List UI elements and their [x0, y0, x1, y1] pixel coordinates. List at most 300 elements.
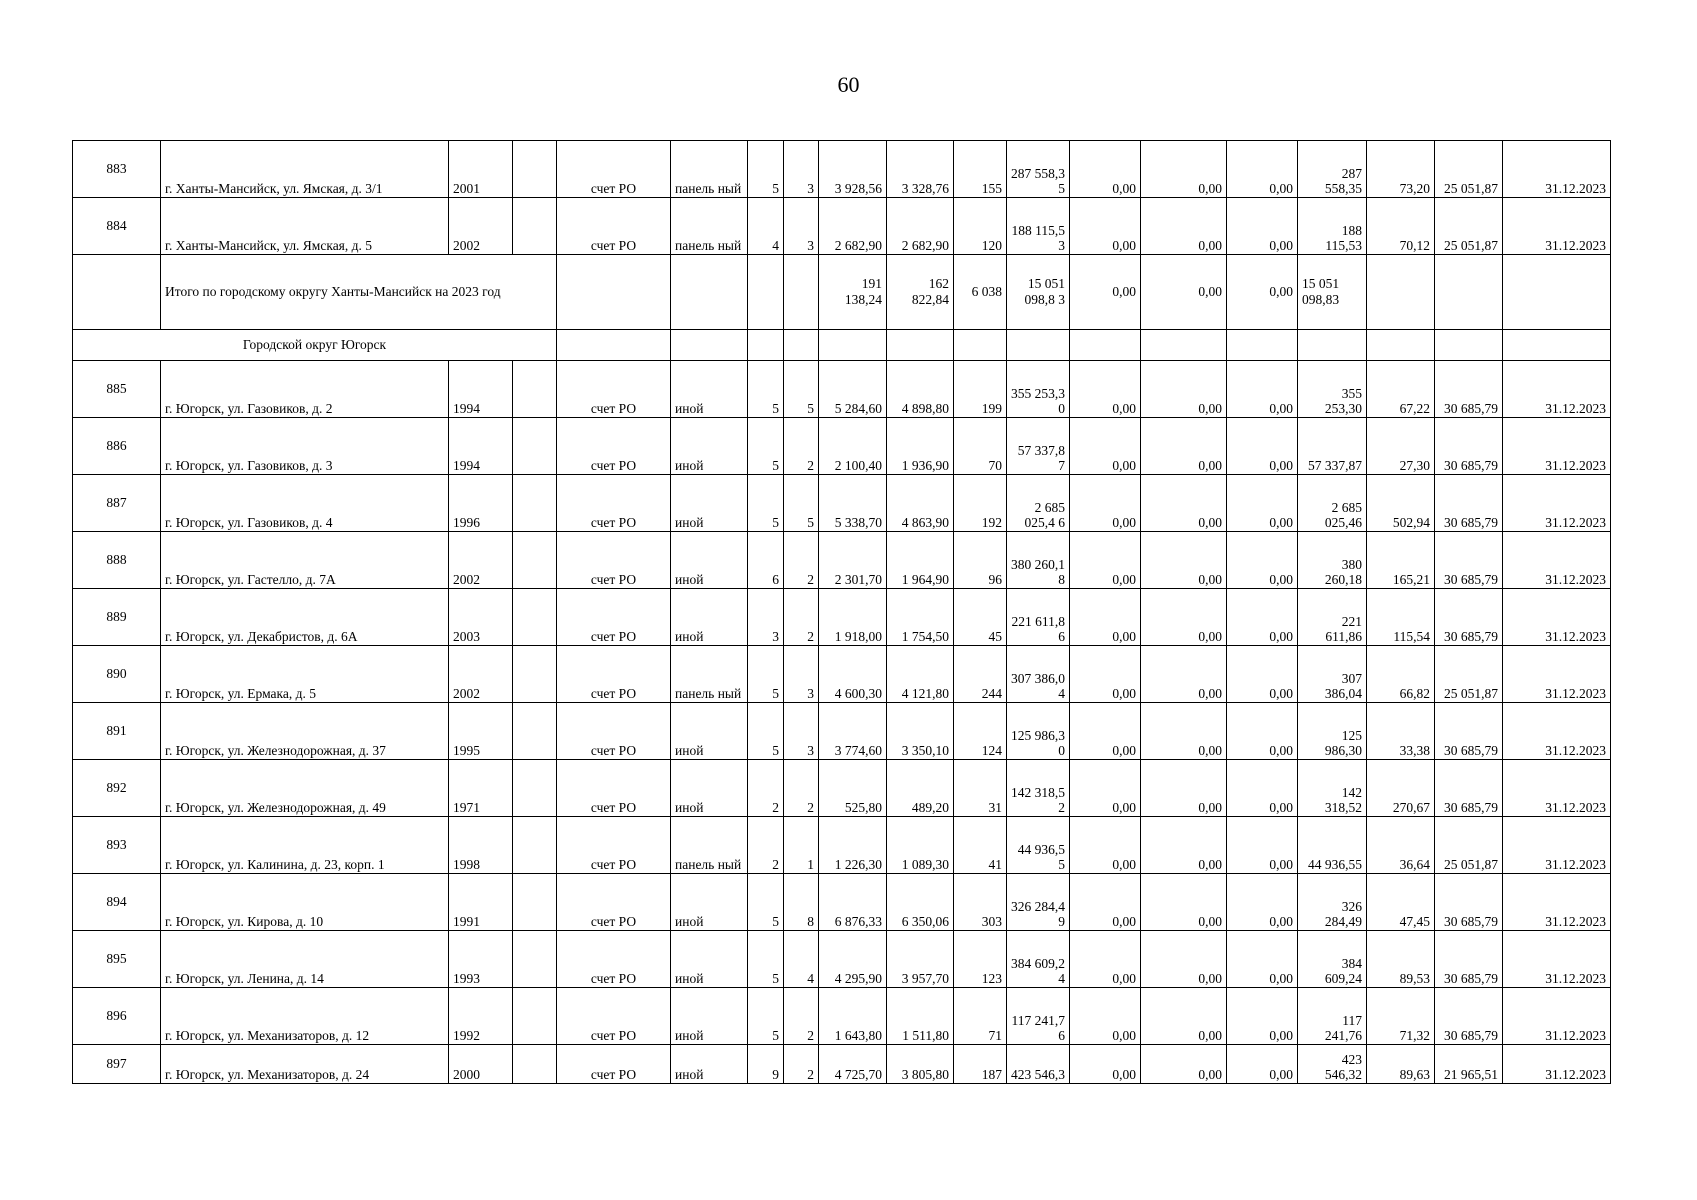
max-unit-cost: 25 051,87 [1435, 646, 1503, 703]
floors: 5 [748, 646, 784, 703]
cost-federal: 0,00 [1070, 141, 1141, 198]
empty-cell [671, 255, 748, 330]
build-year: 1991 [449, 874, 513, 931]
fund-method: счет РО [557, 141, 671, 198]
cost-federal: 0,00 [1070, 532, 1141, 589]
cost-local: 0,00 [1227, 817, 1298, 874]
page-number: 60 [837, 72, 860, 97]
entrances: 3 [784, 141, 819, 198]
build-year: 1993 [449, 931, 513, 988]
empty-cell [784, 255, 819, 330]
build-year: 2003 [449, 589, 513, 646]
wall-material: иной [671, 931, 748, 988]
cost-total: 384 609,2 4 [1007, 931, 1070, 988]
empty-cell [1227, 330, 1298, 361]
max-unit-cost: 30 685,79 [1435, 874, 1503, 931]
cost-federal: 0,00 [1070, 988, 1141, 1045]
build-year: 2002 [449, 532, 513, 589]
house-address: г. Югорск, ул. Ермака, д. 5 [161, 646, 449, 703]
cost-owners: 355 253,30 [1298, 361, 1367, 418]
wall-material: иной [671, 703, 748, 760]
empty-cell [954, 330, 1007, 361]
area-total: 1 918,00 [819, 589, 887, 646]
max-unit-cost: 30 685,79 [1435, 988, 1503, 1045]
fund-method: счет РО [557, 589, 671, 646]
empty-cell [1141, 330, 1227, 361]
empty-cell [748, 255, 784, 330]
wall-material: панель ный [671, 198, 748, 255]
fund-method: счет РО [557, 532, 671, 589]
row-number: 884 [73, 198, 161, 255]
cost-local: 0,00 [1227, 1045, 1298, 1084]
cost-regional: 0,00 [1141, 141, 1227, 198]
table-row [73, 703, 1611, 760]
wall-material: иной [671, 418, 748, 475]
build-year: 1995 [449, 703, 513, 760]
wall-material: панель ный [671, 141, 748, 198]
house-address: г. Югорск, ул. Газовиков, д. 4 [161, 475, 449, 532]
build-year: 1994 [449, 418, 513, 475]
row-number: 888 [73, 532, 161, 589]
deadline: 31.12.2023 [1503, 988, 1611, 1045]
deadline: 31.12.2023 [1503, 703, 1611, 760]
wall-material: иной [671, 988, 748, 1045]
empty-cell [513, 931, 557, 988]
cost-federal: 0,00 [1070, 760, 1141, 817]
cost-owners: 384 609,24 [1298, 931, 1367, 988]
house-address: г. Югорск, ул. Железнодорожная, д. 37 [161, 703, 449, 760]
cost-regional: 0,00 [1141, 931, 1227, 988]
cost-owners: 142 318,52 [1298, 760, 1367, 817]
row-number: 889 [73, 589, 161, 646]
cost-local: 0,00 [1227, 874, 1298, 931]
cost-federal: 0,00 [1070, 255, 1141, 330]
table-row [73, 874, 1611, 931]
deadline: 31.12.2023 [1503, 760, 1611, 817]
fund-method: счет РО [557, 475, 671, 532]
area-living: 1 511,80 [887, 988, 954, 1045]
unit-cost: 71,32 [1367, 988, 1435, 1045]
deadline: 31.12.2023 [1503, 361, 1611, 418]
deadline: 31.12.2023 [1503, 931, 1611, 988]
empty-cell [1070, 330, 1141, 361]
empty-cell [513, 361, 557, 418]
unit-cost: 67,22 [1367, 361, 1435, 418]
entrances: 2 [784, 418, 819, 475]
table-row [73, 198, 1611, 255]
entrances: 3 [784, 646, 819, 703]
area-living: 4 121,80 [887, 646, 954, 703]
unit-cost: 89,63 [1367, 1045, 1435, 1084]
wall-material: иной [671, 532, 748, 589]
area-living: 1 754,50 [887, 589, 954, 646]
cost-local: 0,00 [1227, 646, 1298, 703]
residents: 31 [954, 760, 1007, 817]
area-total: 2 301,70 [819, 532, 887, 589]
cost-owners: 15 051 098,83 [1298, 255, 1367, 330]
cost-local: 0,00 [1227, 931, 1298, 988]
empty-cell [513, 703, 557, 760]
empty-cell [513, 646, 557, 703]
empty-cell [887, 330, 954, 361]
build-year: 2001 [449, 141, 513, 198]
build-year: 2000 [449, 1045, 513, 1084]
entrances: 2 [784, 988, 819, 1045]
cost-regional: 0,00 [1141, 198, 1227, 255]
unit-cost: 70,12 [1367, 198, 1435, 255]
area-total: 2 100,40 [819, 418, 887, 475]
fund-method: счет РО [557, 1045, 671, 1084]
area-total: 525,80 [819, 760, 887, 817]
house-address: г. Ханты-Мансийск, ул. Ямская, д. 3/1 [161, 141, 449, 198]
cost-federal: 0,00 [1070, 198, 1141, 255]
cost-regional: 0,00 [1141, 361, 1227, 418]
house-address: г. Югорск, ул. Кирова, д. 10 [161, 874, 449, 931]
row-number: 892 [73, 760, 161, 817]
unit-cost: 502,94 [1367, 475, 1435, 532]
area-total: 191 138,24 [819, 255, 887, 330]
max-unit-cost: 25 051,87 [1435, 817, 1503, 874]
floors: 2 [748, 760, 784, 817]
empty-cell [1435, 255, 1503, 330]
floors: 5 [748, 141, 784, 198]
floors: 6 [748, 532, 784, 589]
fund-method: счет РО [557, 931, 671, 988]
area-living: 4 898,80 [887, 361, 954, 418]
wall-material: иной [671, 475, 748, 532]
empty-cell [513, 198, 557, 255]
wall-material: панель ный [671, 817, 748, 874]
cost-total: 2 685 025,4 6 [1007, 475, 1070, 532]
entrances: 2 [784, 589, 819, 646]
floors: 9 [748, 1045, 784, 1084]
cost-total: 287 558,3 5 [1007, 141, 1070, 198]
deadline: 31.12.2023 [1503, 817, 1611, 874]
cost-regional: 0,00 [1141, 475, 1227, 532]
row-number: 896 [73, 988, 161, 1045]
max-unit-cost: 30 685,79 [1435, 418, 1503, 475]
cost-total: 15 051 098,8 3 [1007, 255, 1070, 330]
unit-cost: 36,64 [1367, 817, 1435, 874]
cost-owners: 117 241,76 [1298, 988, 1367, 1045]
build-year: 1971 [449, 760, 513, 817]
table-row [73, 988, 1611, 1045]
cost-total: 44 936,5 5 [1007, 817, 1070, 874]
empty-cell [1367, 255, 1435, 330]
floors: 5 [748, 475, 784, 532]
cost-regional: 0,00 [1141, 817, 1227, 874]
cost-regional: 0,00 [1141, 1045, 1227, 1084]
total-row [73, 255, 1611, 330]
residents: 120 [954, 198, 1007, 255]
cost-regional: 0,00 [1141, 760, 1227, 817]
residents: 199 [954, 361, 1007, 418]
entrances: 5 [784, 475, 819, 532]
build-year: 2002 [449, 198, 513, 255]
cost-total: 221 611,8 6 [1007, 589, 1070, 646]
entrances: 3 [784, 198, 819, 255]
cost-regional: 0,00 [1141, 255, 1227, 330]
entrances: 3 [784, 703, 819, 760]
area-living: 489,20 [887, 760, 954, 817]
unit-cost: 270,67 [1367, 760, 1435, 817]
unit-cost: 66,82 [1367, 646, 1435, 703]
cost-regional: 0,00 [1141, 988, 1227, 1045]
row-number: 891 [73, 703, 161, 760]
row-number: 895 [73, 931, 161, 988]
empty-cell [819, 330, 887, 361]
residents: 155 [954, 141, 1007, 198]
house-address: г. Югорск, ул. Механизаторов, д. 12 [161, 988, 449, 1045]
deadline: 31.12.2023 [1503, 874, 1611, 931]
residents: 45 [954, 589, 1007, 646]
area-living: 2 682,90 [887, 198, 954, 255]
row-number: 893 [73, 817, 161, 874]
empty-cell [513, 874, 557, 931]
deadline: 31.12.2023 [1503, 198, 1611, 255]
entrances: 2 [784, 532, 819, 589]
unit-cost: 115,54 [1367, 589, 1435, 646]
area-living: 1 089,30 [887, 817, 954, 874]
cost-owners: 380 260,18 [1298, 532, 1367, 589]
capital-repair-table [72, 140, 1611, 1084]
entrances: 8 [784, 874, 819, 931]
max-unit-cost: 21 965,51 [1435, 1045, 1503, 1084]
table-row [73, 361, 1611, 418]
empty-cell [513, 532, 557, 589]
table-row [73, 931, 1611, 988]
cost-local: 0,00 [1227, 198, 1298, 255]
cost-owners: 188 115,53 [1298, 198, 1367, 255]
table-row [73, 418, 1611, 475]
group-label: Городской округ Югорск [73, 330, 557, 361]
deadline: 31.12.2023 [1503, 1045, 1611, 1084]
table-row [73, 1045, 1611, 1084]
floors: 5 [748, 874, 784, 931]
cost-owners: 287 558,35 [1298, 141, 1367, 198]
area-living: 1 936,90 [887, 418, 954, 475]
unit-cost: 165,21 [1367, 532, 1435, 589]
cost-federal: 0,00 [1070, 418, 1141, 475]
cost-regional: 0,00 [1141, 532, 1227, 589]
table-row [73, 532, 1611, 589]
wall-material: иной [671, 361, 748, 418]
floors: 5 [748, 931, 784, 988]
house-address: г. Югорск, ул. Гастелло, д. 7А [161, 532, 449, 589]
residents: 124 [954, 703, 1007, 760]
cost-local: 0,00 [1227, 418, 1298, 475]
residents: 41 [954, 817, 1007, 874]
cost-federal: 0,00 [1070, 817, 1141, 874]
house-address: г. Югорск, ул. Газовиков, д. 3 [161, 418, 449, 475]
house-address: г. Югорск, ул. Ленина, д. 14 [161, 931, 449, 988]
cost-federal: 0,00 [1070, 589, 1141, 646]
floors: 2 [748, 817, 784, 874]
residents: 96 [954, 532, 1007, 589]
empty-cell [557, 255, 671, 330]
cost-federal: 0,00 [1070, 646, 1141, 703]
empty-cell [73, 255, 161, 330]
fund-method: счет РО [557, 703, 671, 760]
area-total: 4 295,90 [819, 931, 887, 988]
cost-regional: 0,00 [1141, 589, 1227, 646]
max-unit-cost: 30 685,79 [1435, 760, 1503, 817]
max-unit-cost: 25 051,87 [1435, 141, 1503, 198]
empty-cell [513, 988, 557, 1045]
cost-total: 355 253,3 0 [1007, 361, 1070, 418]
table-row [73, 646, 1611, 703]
house-address: г. Югорск, ул. Механизаторов, д. 24 [161, 1045, 449, 1084]
table-row [73, 760, 1611, 817]
row-number: 887 [73, 475, 161, 532]
row-number: 883 [73, 141, 161, 198]
area-living: 3 350,10 [887, 703, 954, 760]
area-living: 3 328,76 [887, 141, 954, 198]
area-total: 5 338,70 [819, 475, 887, 532]
build-year: 1996 [449, 475, 513, 532]
area-total: 6 876,33 [819, 874, 887, 931]
cost-owners: 2 685 025,46 [1298, 475, 1367, 532]
residents: 6 038 [954, 255, 1007, 330]
house-address: г. Ханты-Мансийск, ул. Ямская, д. 5 [161, 198, 449, 255]
empty-cell [513, 1045, 557, 1084]
table-row [73, 817, 1611, 874]
floors: 5 [748, 703, 784, 760]
floors: 5 [748, 988, 784, 1045]
house-address: г. Югорск, ул. Железнодорожная, д. 49 [161, 760, 449, 817]
cost-local: 0,00 [1227, 703, 1298, 760]
area-total: 4 600,30 [819, 646, 887, 703]
table-row [73, 475, 1611, 532]
area-living: 3 805,80 [887, 1045, 954, 1084]
cost-federal: 0,00 [1070, 874, 1141, 931]
cost-local: 0,00 [1227, 988, 1298, 1045]
empty-cell [1298, 330, 1367, 361]
cost-regional: 0,00 [1141, 646, 1227, 703]
max-unit-cost: 30 685,79 [1435, 931, 1503, 988]
max-unit-cost: 25 051,87 [1435, 198, 1503, 255]
cost-federal: 0,00 [1070, 475, 1141, 532]
max-unit-cost: 30 685,79 [1435, 361, 1503, 418]
area-living: 162 822,84 [887, 255, 954, 330]
wall-material: панель ный [671, 646, 748, 703]
residents: 303 [954, 874, 1007, 931]
floors: 5 [748, 361, 784, 418]
empty-cell [513, 817, 557, 874]
cost-total: 188 115,5 3 [1007, 198, 1070, 255]
unit-cost: 33,38 [1367, 703, 1435, 760]
table-row [73, 589, 1611, 646]
cost-total: 423 546,3 [1007, 1045, 1070, 1084]
build-year: 1998 [449, 817, 513, 874]
row-number: 897 [73, 1045, 161, 1084]
fund-method: счет РО [557, 418, 671, 475]
cost-local: 0,00 [1227, 141, 1298, 198]
unit-cost: 27,30 [1367, 418, 1435, 475]
wall-material: иной [671, 760, 748, 817]
empty-cell [513, 141, 557, 198]
cost-federal: 0,00 [1070, 1045, 1141, 1084]
empty-cell [671, 330, 748, 361]
cost-owners: 326 284,49 [1298, 874, 1367, 931]
build-year: 1994 [449, 361, 513, 418]
residents: 123 [954, 931, 1007, 988]
entrances: 5 [784, 361, 819, 418]
entrances: 2 [784, 1045, 819, 1084]
max-unit-cost: 30 685,79 [1435, 589, 1503, 646]
cost-regional: 0,00 [1141, 418, 1227, 475]
cost-total: 307 386,0 4 [1007, 646, 1070, 703]
cost-total: 142 318,5 2 [1007, 760, 1070, 817]
cost-local: 0,00 [1227, 255, 1298, 330]
area-living: 3 957,70 [887, 931, 954, 988]
residents: 71 [954, 988, 1007, 1045]
fund-method: счет РО [557, 988, 671, 1045]
empty-cell [557, 330, 671, 361]
cost-local: 0,00 [1227, 589, 1298, 646]
row-number: 890 [73, 646, 161, 703]
deadline: 31.12.2023 [1503, 532, 1611, 589]
cost-owners: 423 546,32 [1298, 1045, 1367, 1084]
deadline: 31.12.2023 [1503, 475, 1611, 532]
floors: 4 [748, 198, 784, 255]
entrances: 1 [784, 817, 819, 874]
cost-total: 326 284,4 9 [1007, 874, 1070, 931]
group-header-row [73, 330, 1611, 361]
cost-regional: 0,00 [1141, 874, 1227, 931]
cost-owners: 44 936,55 [1298, 817, 1367, 874]
floors: 3 [748, 589, 784, 646]
empty-cell [1503, 255, 1611, 330]
total-label: Итого по городскому округу Ханты-Мансийск на 2023 год [161, 255, 557, 330]
max-unit-cost: 30 685,79 [1435, 475, 1503, 532]
row-number: 886 [73, 418, 161, 475]
empty-cell [513, 589, 557, 646]
area-total: 1 226,30 [819, 817, 887, 874]
build-year: 1992 [449, 988, 513, 1045]
cost-total: 57 337,8 7 [1007, 418, 1070, 475]
unit-cost: 89,53 [1367, 931, 1435, 988]
max-unit-cost: 30 685,79 [1435, 703, 1503, 760]
fund-method: счет РО [557, 874, 671, 931]
area-living: 4 863,90 [887, 475, 954, 532]
deadline: 31.12.2023 [1503, 141, 1611, 198]
unit-cost: 47,45 [1367, 874, 1435, 931]
wall-material: иной [671, 589, 748, 646]
house-address: г. Югорск, ул. Калинина, д. 23, корп. 1 [161, 817, 449, 874]
cost-local: 0,00 [1227, 760, 1298, 817]
deadline: 31.12.2023 [1503, 418, 1611, 475]
cost-total: 380 260,1 8 [1007, 532, 1070, 589]
row-number: 894 [73, 874, 161, 931]
cost-regional: 0,00 [1141, 703, 1227, 760]
area-total: 5 284,60 [819, 361, 887, 418]
empty-cell [513, 475, 557, 532]
cost-local: 0,00 [1227, 532, 1298, 589]
house-address: г. Югорск, ул. Декабристов, д. 6А [161, 589, 449, 646]
cost-federal: 0,00 [1070, 361, 1141, 418]
wall-material: иной [671, 1045, 748, 1084]
area-total: 3 774,60 [819, 703, 887, 760]
empty-cell [1503, 330, 1611, 361]
fund-method: счет РО [557, 760, 671, 817]
cost-federal: 0,00 [1070, 931, 1141, 988]
residents: 244 [954, 646, 1007, 703]
empty-cell [1435, 330, 1503, 361]
cost-owners: 307 386,04 [1298, 646, 1367, 703]
fund-method: счет РО [557, 646, 671, 703]
cost-local: 0,00 [1227, 361, 1298, 418]
